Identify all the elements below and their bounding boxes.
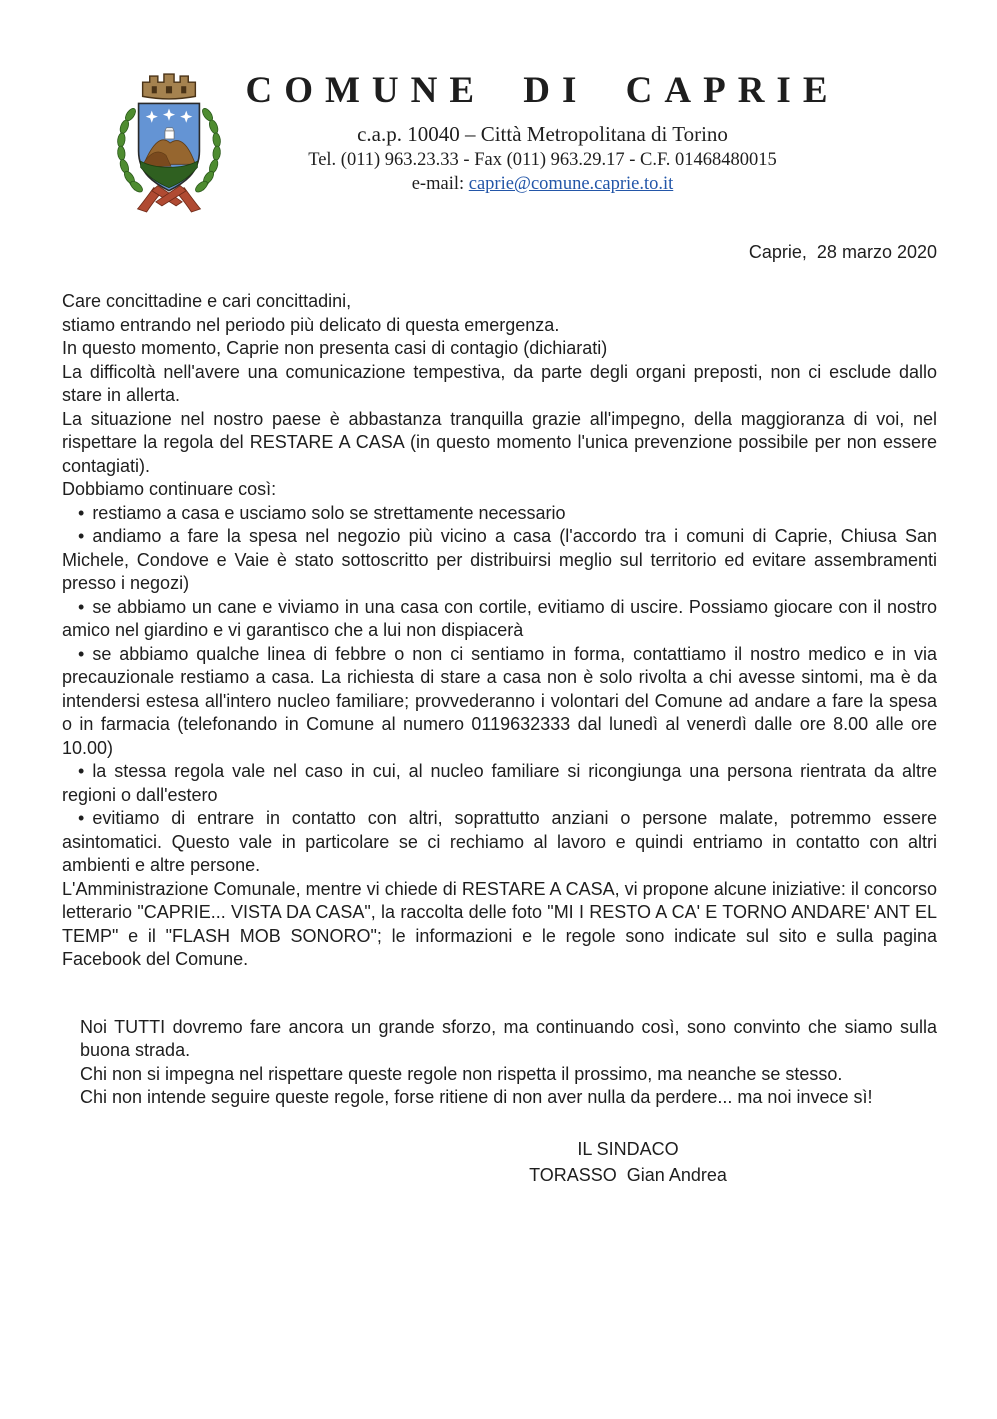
opening-paragraph: Dobbiamo continuare così:	[62, 479, 277, 499]
contact-line: Tel. (011) 963.23.33 - Fax (011) 963.29.17 - C.F. 01468480015	[308, 150, 777, 170]
bullet-marker: •	[78, 526, 85, 546]
dateline: Caprie, 28 marzo 2020	[748, 242, 937, 262]
list-item	[62, 760, 937, 807]
opening-paragraph: La difficoltà nell'avere una comunicazione tempestiva, da parte degli organi preposti, non ci esclude dallo stare in allerta.	[62, 361, 937, 405]
mural-crown-icon	[143, 74, 196, 99]
initiatives-paragraph: L'Amministrazione Comunale, mentre vi chiede di RESTARE A CASA, vi propone alcune iniziative: il concorso letterario "CAPRIE... VISTA DA CASA", la raccolta delle foto "MI I RESTO A CA' E TORNO ANDARE' ANT EL TEMP" e il "FLASH MOB SONORO"; le informazioni e le regole sono indicate sul sito e sulla pagina Facebook del Comune.	[62, 878, 937, 969]
closing-paragraph: Chi non intende seguire queste regole, forse ritiene di non aver nulla da perdere... ma noi invece sì!	[80, 1087, 873, 1107]
closing-block	[80, 1016, 937, 1110]
letterhead	[0, 0, 997, 195]
letter-body	[62, 290, 937, 1188]
list-item-text: restiamo a casa e usciamo solo se strettamente necessario	[92, 502, 566, 523]
list-item-text: la stessa regola vale nel caso in cui, al nucleo familiare si ricongiunga una persona rientrata da altre regioni o dall'estero	[62, 761, 937, 805]
shield-icon	[139, 103, 200, 190]
list-item	[62, 643, 937, 761]
list-item-text: andiamo a fare la spesa nel negozio più vicino a casa (l'accordo tra i comuni di Caprie, Chiusa San Michele, Condove e Vaie è stato sottoscritto per distribuirsi meglio sul territorio ed evitare assembramenti presso i negozi)	[62, 526, 937, 593]
bullet-marker: •	[78, 643, 85, 664]
signature-role: IL SINDACO	[577, 1138, 679, 1159]
signature-block	[478, 1136, 778, 1188]
list-item-text: se abbiamo qualche linea di febbre o non ci sentiamo in forma, contattiamo il nostro medico e in via precauzionale restiamo a casa. La richiesta di stare a casa non è solo rivolta a chi avesse sintomi, ma è da intendersi estesa all'intero nucleo familiare; provvederanno i volontari del Comune ad andare a fare la spesa o in farmacia (telefonando in Comune al numero 0119632333 dal lunedì al venerdì dalle ore 8.00 alle ore 10.00)	[62, 643, 937, 758]
bullet-marker: •	[78, 502, 85, 523]
rules-list	[62, 502, 937, 878]
bullet-marker: •	[78, 596, 85, 617]
cap-line: c.a.p. 10040 – Città Metropolitana di Torino	[357, 122, 728, 146]
opening-paragraph: In questo momento, Caprie non presenta casi di contagio (dichiarati)	[62, 338, 608, 358]
list-item	[62, 502, 937, 526]
closing-paragraph: Chi non si impegna nel rispettare queste regole non rispetta il prossimo, ma neanche se stesso.	[80, 1063, 843, 1084]
email-label: e-mail:	[411, 174, 469, 194]
signature-name: TORASSO Gian Andrea	[529, 1164, 727, 1185]
bullet-marker: •	[78, 761, 85, 781]
opening-paragraph: stiamo entrando nel periodo più delicato di questa emergenza.	[62, 314, 560, 335]
municipality-title: COMUNE DI CAPRIE	[245, 70, 840, 111]
list-item	[62, 596, 937, 643]
list-item-text: evitiamo di entrare in contatto con altri, soprattutto anziani o persone malate, potremmo essere asintomatici. Questo vale in particolare se ci rechiamo al lavoro e quindi entriamo in contatto con altri ambienti e altre persone.	[62, 808, 937, 875]
list-item-text: se abbiamo un cane e viviamo in una casa con cortile, evitiamo di uscire. Possiamo giocare con il nostro amico nel giardino e vi garantisco che a lui non dispiacerà	[62, 596, 937, 640]
email-link[interactable]: caprie@comune.caprie.to.it	[468, 174, 674, 194]
bullet-marker: •	[78, 808, 85, 828]
closing-paragraph: Noi TUTTI dovremo fare ancora un grande sforzo, ma continuando così, sono convinto che siamo sulla buona strada.	[80, 1016, 937, 1060]
opening-paragraph: La situazione nel nostro paese è abbastanza tranquilla grazie all'impegno, della maggioranza di voi, nel rispettare la regola del RESTARE A CASA (in questo momento l'unica prevenzione possibile per non essere contagiati).	[62, 408, 937, 476]
opening-paragraph: Care concittadine e cari concittadini,	[62, 291, 352, 311]
municipal-crest	[113, 70, 225, 214]
list-item	[62, 807, 937, 878]
list-item	[62, 525, 937, 596]
